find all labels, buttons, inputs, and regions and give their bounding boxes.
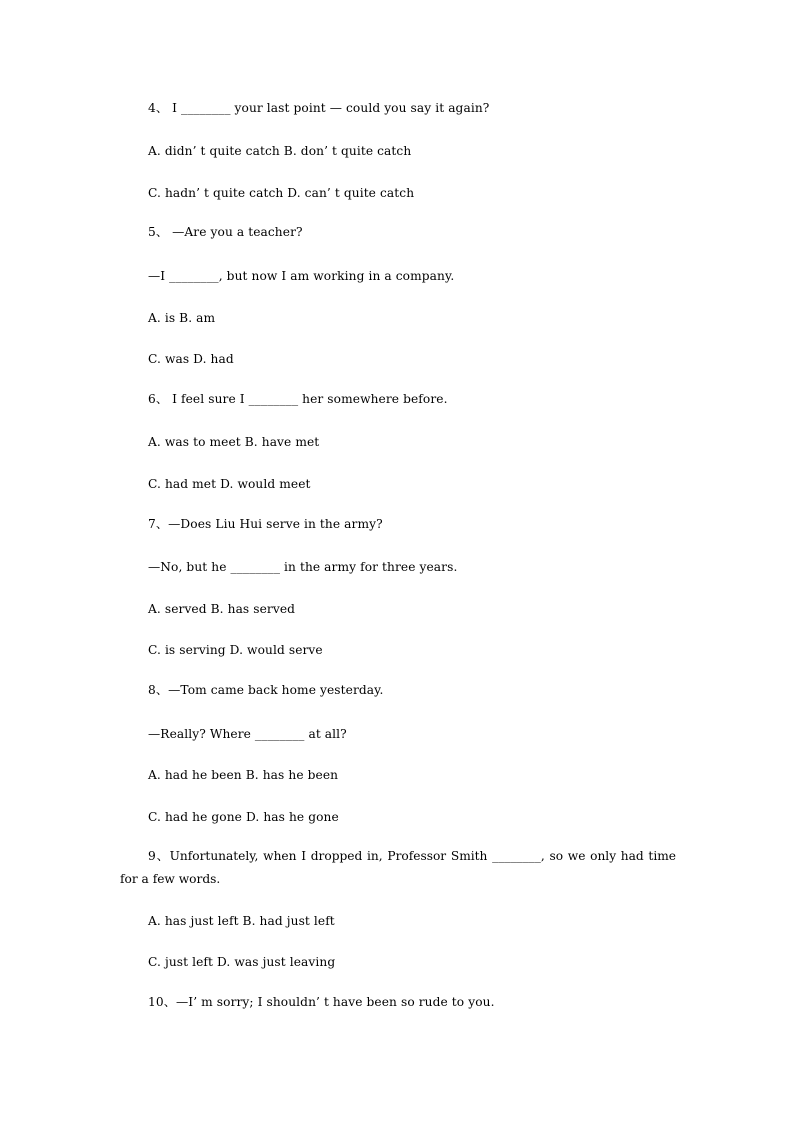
question-9-stem: 9、Unfortunately, when I dropped in, Professor Smith ________, so we only had time for a few words. [120,849,676,886]
question-8-response: —Really? Where ________ at all? [148,727,347,741]
question-7-options-ab: A. served B. has served [148,602,296,616]
question-6-options-cd: C. had met D. would meet [148,477,311,491]
question-7-response: —No, but he ________ in the army for three years. [148,560,458,574]
question-9-options-cd: C. just left D. was just leaving [148,955,336,969]
question-4-stem: 4、 I ________ your last point — could you say it again? [148,101,490,115]
question-4-options-cd: C. hadn’ t quite catch D. can’ t quite catch [148,186,415,200]
question-8-options-cd: C. had he gone D. has he gone [148,810,339,824]
question-7-options-cd: C. is serving D. would serve [148,643,323,657]
question-7-stem: 7、—Does Liu Hui serve in the army? [148,517,383,531]
question-8-options-ab: A. had he been B. has he been [148,768,339,782]
question-5-stem: 5、 —Are you a teacher? [148,225,303,239]
question-8-stem: 8、—Tom came back home yesterday. [148,683,384,697]
question-6-stem: 6、 I feel sure I ________ her somewhere before. [148,392,448,406]
question-9-options-ab: A. has just left B. had just left [148,914,335,928]
question-10-stem: 10、—I’ m sorry; I shouldn’ t have been so rude to you. [148,995,495,1009]
question-5-options-ab: A. is B. am [148,311,216,325]
question-4-options-ab: A. didn’ t quite catch B. don’ t quite catch [148,144,412,158]
question-6-options-ab: A. was to meet B. have met [148,435,320,449]
question-5-options-cd: C. was D. had [148,352,234,366]
question-5-response: —I ________, but now I am working in a company. [148,269,455,283]
